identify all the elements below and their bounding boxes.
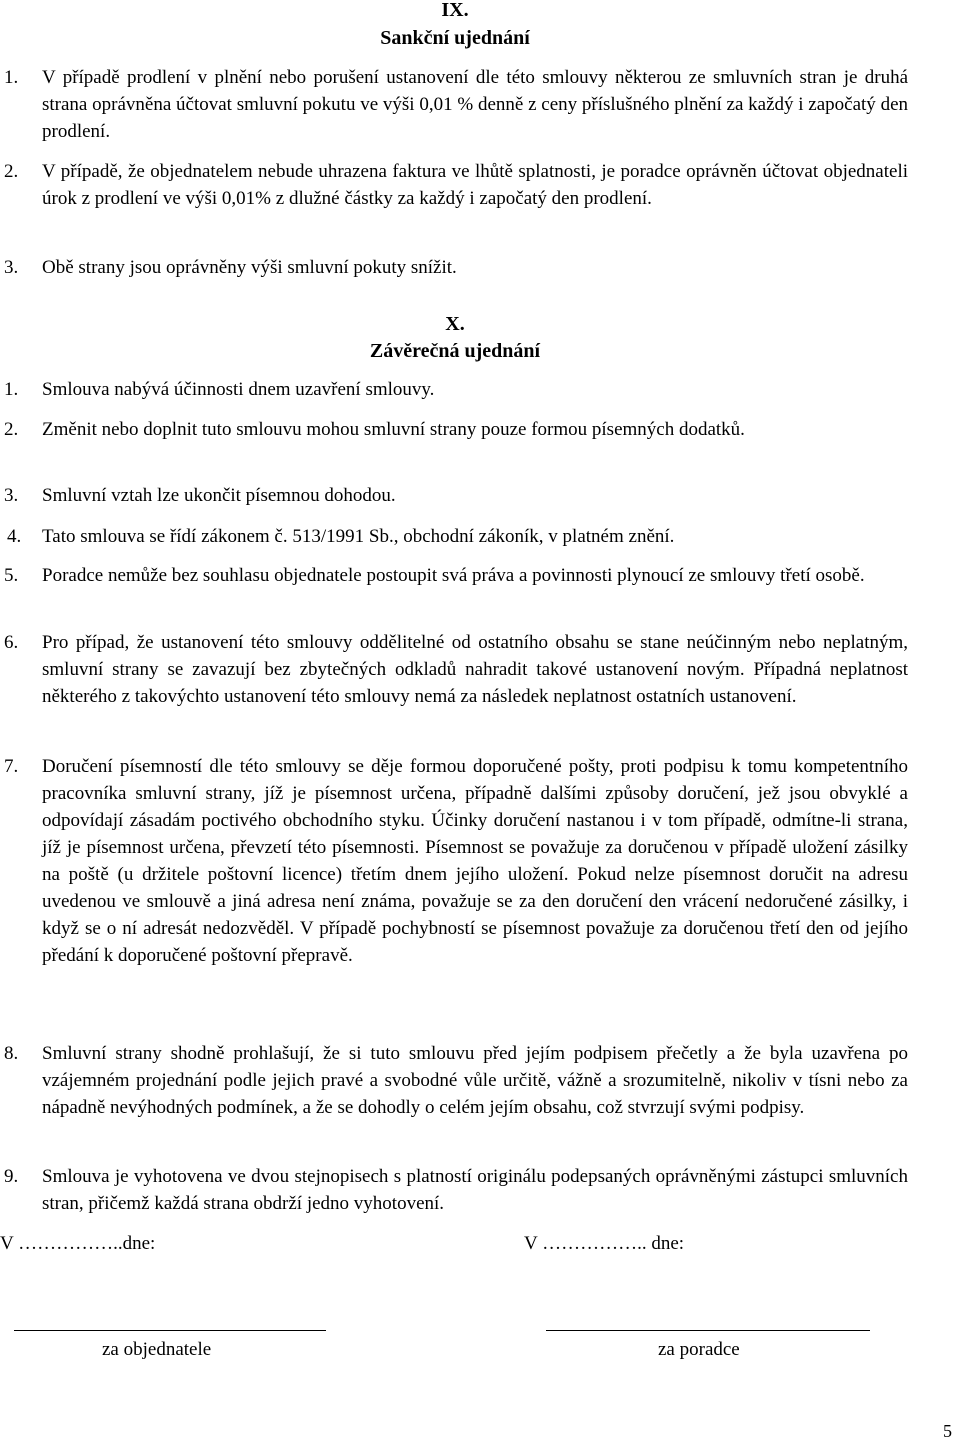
item-number: 5. [4,565,19,586]
list-item [4,629,908,710]
item-number: 3. [4,257,19,278]
list-item [4,1163,908,1217]
right-signature-line [546,1330,870,1331]
list-item [4,753,908,969]
list-item [4,64,908,145]
item-text: Poradce nemůže bez souhlasu objednatele postoupit svá práva a povinnosti plynoucí ze smlouvy třetí osobě. [42,565,865,586]
section-ix-title: Sankční ujednání [380,27,530,49]
left-signature-line [14,1330,326,1331]
list-item [4,254,908,281]
item-text: Smluvní vztah lze ukončit písemnou dohodou. [42,485,396,506]
left-place-date: V ……………..dne: [0,1233,156,1254]
item-number: 7. [4,756,19,777]
list-item [4,1040,908,1121]
item-number: 4. [7,526,22,547]
list-item [4,158,908,212]
item-number: 1. [4,379,19,400]
left-signature-label: za objednatele [102,1339,212,1360]
list-item [4,482,908,509]
item-text: V případě, že objednatelem nebude uhrazena faktura ve lhůtě splatnosti, je poradce oprávněn účtovat objednateli úrok z prodlení ve výši 0,01% z dlužné částky za každý i započatý den prodlení. [42,161,908,209]
item-text: Doručení písemností dle této smlouvy se děje formou doporučené pošty, proti podpisu k tomu kompetentního pracovníka smluvní strany, jíž je písemnost určena, případně dalšími způsoby doručení, jež jsou obvyklé a odpovídají zásadám poctivého obchodního styku. Účinky doručení nastanou i v tom případě, odmítne-li strana, jíž je písemnost určena, převzetí této písemnosti. Písemnost se považuje za doručenou v případě uložení zásilky na poště (u držitele poštovní licence) třetím dnem jejího uložení. Pokud nelze písemnost doručit na adresu uvedenou ve smlouvě a jiná adresa není známa, považuje se za den doručení den vrácení nedoručené zásilky, i když se o ní adresát nedozvěděl. V případě pochybností se písemnost považuje za doručenou třetí den od jejího předání k doporučené poštovní přepravě. [42,756,908,966]
item-text: Smlouva nabývá účinnosti dnem uzavření smlouvy. [42,379,435,400]
item-number: 3. [4,485,19,506]
item-number: 9. [4,1166,19,1187]
list-item [4,523,908,550]
item-text: V případě prodlení v plnění nebo porušení ustanovení dle této smlouvy některou ze smluvních stran je druhá strana oprávněna účtovat smluvní pokutu ve výši 0,01 % denně z ceny příslušného plnění za každý i započatý den prodlení. [42,67,908,142]
item-number: 1. [4,67,19,88]
item-number: 2. [4,161,19,182]
item-text: Tato smlouva se řídí zákonem č. 513/1991 Sb., obchodní zákoník, v platném znění. [42,526,675,547]
section-x-number: X. [445,313,465,335]
list-item [4,376,908,403]
item-text: Smlouva je vyhotovena ve dvou stejnopisech s platností originálu podepsaných oprávněnými zástupci smluvních stran, přičemž každá strana obdrží jedno vyhotovení. [42,1166,908,1214]
page-number: 5 [943,1421,952,1441]
section-x-title: Závěrečná ujednání [369,340,541,362]
section-ix-number: IX. [441,0,469,21]
list-item [4,416,908,443]
item-number: 6. [4,632,19,653]
item-text: Pro případ, že ustanovení této smlouvy oddělitelné od ostatního obsahu se stane neúčinným nebo neplatným, smluvní strany se zavazují bez zbytečných odkladů nahradit takové ustanovení novým. Případná neplatnost některého z takovýchto ustanovení této smlouvy nemá za následek neplatnost ostatních ustanovení. [42,632,908,707]
item-text: Smluvní strany shodně prohlašují, že si tuto smlouvu před jejím podpisem přečetly a že byla uzavřena po vzájemném projednání podle jejich pravé a svobodné vůle určitě, vážně a srozumitelně, nikoliv v tísni nebo za nápadně nevýhodných podmínek, a že se dohodly o celém jejím obsahu, což stvrzují svými podpisy. [42,1043,908,1118]
right-signature-label: za poradce [658,1339,740,1360]
item-text: Změnit nebo doplnit tuto smlouvu mohou smluvní strany pouze formou písemných dodatků. [42,419,745,440]
list-item [4,562,908,589]
right-place-date: V …………….. dne: [524,1233,685,1254]
item-text: Obě strany jsou oprávněny výši smluvní pokuty snížit. [42,257,457,278]
item-number: 8. [4,1043,19,1064]
item-number: 2. [4,419,19,440]
